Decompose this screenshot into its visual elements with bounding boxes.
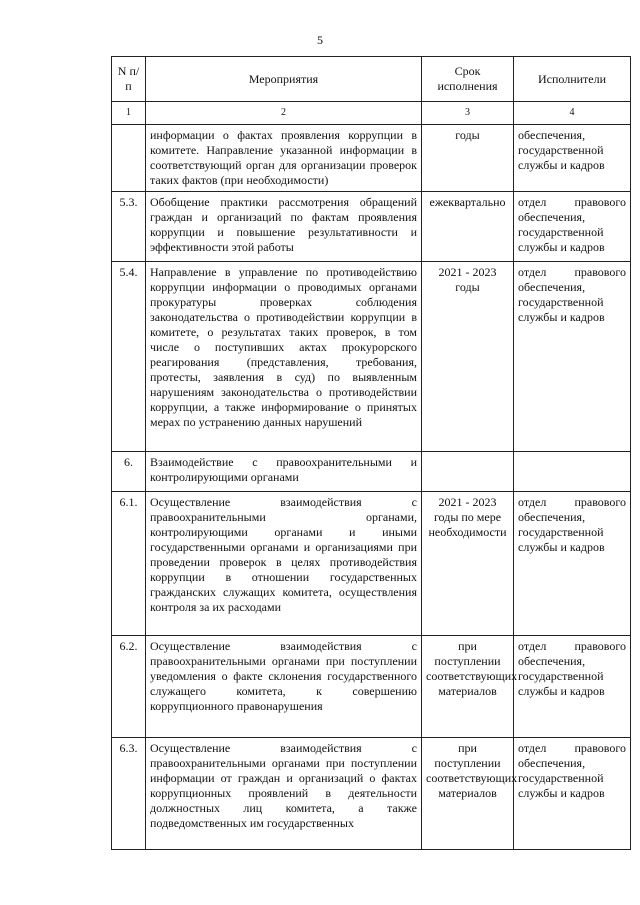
row-term: 2021 - 2023 годы по мере необходимости [422, 492, 514, 636]
table-row [112, 738, 631, 850]
row-term: при поступлении соответствующих материалов [422, 636, 514, 738]
column-number-row [112, 102, 631, 125]
row-num: 6.1. [112, 492, 146, 636]
row-executor: отдел правового обеспечения, государственной службы и кадров [514, 636, 631, 738]
page-number: 5 [317, 33, 323, 47]
table-row [112, 125, 631, 192]
row-num [112, 125, 146, 192]
table-row [112, 492, 631, 636]
header-num: N п/п [112, 57, 146, 102]
table-header-row [112, 57, 631, 102]
table-row [112, 636, 631, 738]
row-executor: обеспечения, государственной службы и кадров [514, 125, 631, 192]
row-action: Взаимодействие с правоохранительными и контролирующими органами [146, 452, 422, 492]
col-number: 2 [146, 102, 422, 125]
header-action: Мероприятия [146, 57, 422, 102]
table-row [112, 452, 631, 492]
col-number: 1 [112, 102, 146, 125]
row-num: 6. [112, 452, 146, 492]
row-executor: отдел правового обеспечения, государственной службы и кадров [514, 262, 631, 452]
row-action: Обобщение практики рассмотрения обращений граждан и организаций по фактам проявления коррупции и повышение результативности и эффективности этой работы [146, 192, 422, 262]
row-executor [514, 452, 631, 492]
row-term: ежеквартально [422, 192, 514, 262]
row-action: Направление в управление по противодействию коррупции информации о проводимых органами прокуратуры проверках соблюдения законодательства о противодействии коррупции в комитете, о результатах таких проверок, в том числе о поступивших актах прокурорского реагирования (представления, требования, протесты, заявления в суд) по выявленным нарушениям законодательства о противодействии коррупции, а также информирование о принятых мерах по устранению данных нарушений [146, 262, 422, 452]
row-num: 5.3. [112, 192, 146, 262]
col-number: 3 [422, 102, 514, 125]
row-action: Осуществление взаимодействия с правоохранительными органами при поступлении уведомления о факте склонения государственного служащего комитета, к совершению коррупционного правонарушения [146, 636, 422, 738]
row-term [422, 452, 514, 492]
row-num: 6.3. [112, 738, 146, 850]
header-term: Срок исполнения [422, 57, 514, 102]
row-action: Осуществление взаимодействия с правоохранительными органами, контролирующими органами и иными государственными органами и организациями при проведении проверок в целях противодействия коррупции в отношении государственных гражданских служащих комитета, осуществления контроля за их расходами [146, 492, 422, 636]
row-executor: отдел правового обеспечения, государственной службы и кадров [514, 192, 631, 262]
row-executor: отдел правового обеспечения, государственной службы и кадров [514, 492, 631, 636]
table-row [112, 262, 631, 452]
col-number: 4 [514, 102, 631, 125]
table-row [112, 192, 631, 262]
row-num: 6.2. [112, 636, 146, 738]
header-executor: Исполнители [514, 57, 631, 102]
row-term: 2021 - 2023 годы [422, 262, 514, 452]
row-term: при поступлении соответствующих материалов [422, 738, 514, 850]
row-action: Осуществление взаимодействия с правоохранительными органами при поступлении информации от граждан и организаций о фактах коррупционных проявлений в деятельности должностных лиц комитета, а также подведомственных им государственных [146, 738, 422, 850]
row-executor: отдел правового обеспечения, государственной службы и кадров [514, 738, 631, 850]
row-term: годы [422, 125, 514, 192]
row-action: информации о фактах проявления коррупции в комитете. Направление указанной информации в соответствующий орган для организации проверок таких фактов (при необходимости) [146, 125, 422, 192]
action-plan-table [111, 56, 631, 850]
row-num: 5.4. [112, 262, 146, 452]
